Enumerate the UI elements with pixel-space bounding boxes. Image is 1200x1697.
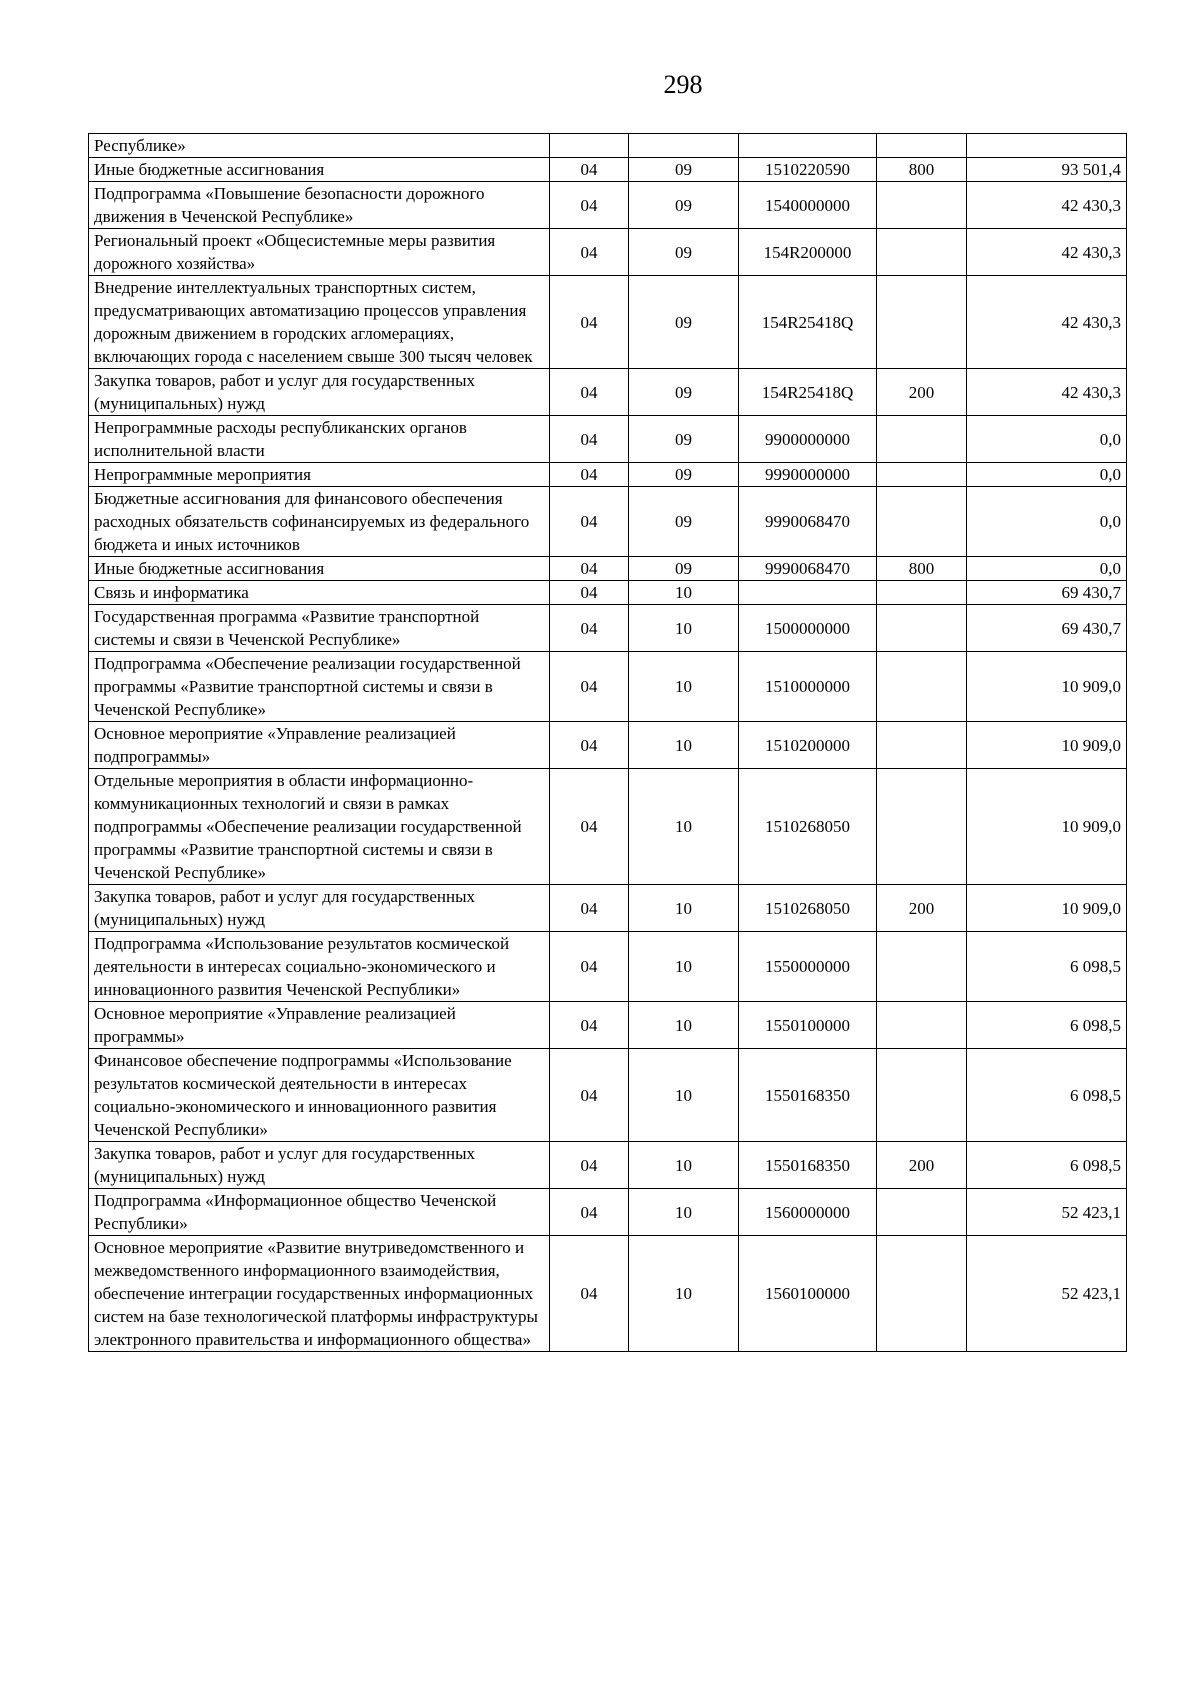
table-row	[89, 652, 1127, 722]
table-row	[89, 1002, 1127, 1049]
row-section-cell: 04	[550, 581, 629, 605]
row-name-cell: Основное мероприятие «Управление реализацией подпрограммы»	[89, 722, 550, 769]
row-type-cell	[877, 182, 967, 229]
row-subsection-cell: 10	[629, 1142, 739, 1189]
row-type-cell	[877, 581, 967, 605]
row-name-cell: Иные бюджетные ассигнования	[89, 158, 550, 182]
table-row	[89, 605, 1127, 652]
row-name-cell: Подпрограмма «Информационное общество Чеченской Республики»	[89, 1189, 550, 1236]
table-row	[89, 932, 1127, 1002]
row-name-cell: Закупка товаров, работ и услуг для государственных (муниципальных) нужд	[89, 885, 550, 932]
row-amount-cell: 52 423,1	[967, 1236, 1127, 1352]
row-type-cell: 200	[877, 1142, 967, 1189]
row-target-cell: 1500000000	[739, 605, 877, 652]
row-target-cell: 1550168350	[739, 1142, 877, 1189]
row-section-cell: 04	[550, 557, 629, 581]
row-section-cell: 04	[550, 182, 629, 229]
row-target-cell: 1510200000	[739, 722, 877, 769]
row-section-cell	[550, 134, 629, 158]
row-section-cell: 04	[550, 229, 629, 276]
row-section-cell: 04	[550, 487, 629, 557]
row-name-cell: Внедрение интеллектуальных транспортных систем, предусматривающих автоматизацию процессов управления дорожным движением в городских агломерациях, включающих города с населением свыше 300 тысяч человек	[89, 276, 550, 369]
row-type-cell	[877, 1189, 967, 1236]
row-name-cell: Бюджетные ассигнования для финансового обеспечения расходных обязательств софинансируемых из федерального бюджета и иных источников	[89, 487, 550, 557]
row-name-cell: Республике»	[89, 134, 550, 158]
row-section-cell: 04	[550, 1049, 629, 1142]
row-type-cell	[877, 1002, 967, 1049]
row-amount-cell: 42 430,3	[967, 369, 1127, 416]
row-type-cell	[877, 134, 967, 158]
row-subsection-cell: 09	[629, 416, 739, 463]
table-row	[89, 369, 1127, 416]
table-row	[89, 557, 1127, 581]
row-amount-cell: 6 098,5	[967, 932, 1127, 1002]
row-subsection-cell: 09	[629, 487, 739, 557]
row-amount-cell: 0,0	[967, 463, 1127, 487]
table-row	[89, 722, 1127, 769]
row-amount-cell: 6 098,5	[967, 1002, 1127, 1049]
row-type-cell: 200	[877, 885, 967, 932]
table-row	[89, 769, 1127, 885]
row-name-cell: Основное мероприятие «Развитие внутриведомственного и межведомственного информационного взаимодействия, обеспечение интеграции государственных информационных систем на базе технологической платформы инфраструктуры электронного правительства и информационного общества»	[89, 1236, 550, 1352]
row-target-cell: 1510268050	[739, 769, 877, 885]
table-row	[89, 1049, 1127, 1142]
row-name-cell: Подпрограмма «Обеспечение реализации государственной программы «Развитие транспортной системы и связи в Чеченской Республике»	[89, 652, 550, 722]
row-type-cell: 800	[877, 557, 967, 581]
row-target-cell: 9990068470	[739, 557, 877, 581]
row-section-cell: 04	[550, 885, 629, 932]
row-subsection-cell: 10	[629, 652, 739, 722]
row-subsection-cell: 10	[629, 722, 739, 769]
row-type-cell	[877, 932, 967, 1002]
row-amount-cell: 10 909,0	[967, 652, 1127, 722]
row-subsection-cell: 10	[629, 885, 739, 932]
row-target-cell: 9990000000	[739, 463, 877, 487]
row-subsection-cell: 10	[629, 1189, 739, 1236]
table-row	[89, 158, 1127, 182]
row-section-cell: 04	[550, 722, 629, 769]
table-row	[89, 1236, 1127, 1352]
row-type-cell	[877, 769, 967, 885]
table-row	[89, 487, 1127, 557]
row-section-cell: 04	[550, 769, 629, 885]
row-subsection-cell: 10	[629, 769, 739, 885]
row-amount-cell: 42 430,3	[967, 276, 1127, 369]
row-amount-cell: 0,0	[967, 487, 1127, 557]
row-type-cell	[877, 276, 967, 369]
row-type-cell	[877, 463, 967, 487]
table-row	[89, 134, 1127, 158]
row-type-cell	[877, 652, 967, 722]
row-amount-cell: 10 909,0	[967, 885, 1127, 932]
row-subsection-cell: 10	[629, 932, 739, 1002]
row-section-cell: 04	[550, 1002, 629, 1049]
table-row	[89, 581, 1127, 605]
row-target-cell: 1510268050	[739, 885, 877, 932]
row-amount-cell: 6 098,5	[967, 1049, 1127, 1142]
row-type-cell	[877, 1049, 967, 1142]
row-amount-cell: 69 430,7	[967, 581, 1127, 605]
row-amount-cell: 10 909,0	[967, 722, 1127, 769]
row-section-cell: 04	[550, 463, 629, 487]
row-subsection-cell: 09	[629, 276, 739, 369]
row-name-cell: Непрограммные расходы республиканских органов исполнительной власти	[89, 416, 550, 463]
row-amount-cell: 0,0	[967, 416, 1127, 463]
row-amount-cell: 69 430,7	[967, 605, 1127, 652]
row-subsection-cell: 09	[629, 158, 739, 182]
row-type-cell	[877, 722, 967, 769]
row-amount-cell: 6 098,5	[967, 1142, 1127, 1189]
table-row	[89, 885, 1127, 932]
row-target-cell: 1510000000	[739, 652, 877, 722]
row-name-cell: Региональный проект «Общесистемные меры развития дорожного хозяйства»	[89, 229, 550, 276]
budget-table-body	[89, 134, 1127, 1352]
table-row	[89, 182, 1127, 229]
row-subsection-cell: 09	[629, 229, 739, 276]
row-name-cell: Финансовое обеспечение подпрограммы «Использование результатов космической деятельности в интересах социально-экономического и инновационного развития Чеченской Республики»	[89, 1049, 550, 1142]
row-target-cell	[739, 581, 877, 605]
row-name-cell: Подпрограмма «Повышение безопасности дорожного движения в Чеченской Республике»	[89, 182, 550, 229]
row-subsection-cell: 09	[629, 463, 739, 487]
row-target-cell: 1550168350	[739, 1049, 877, 1142]
row-section-cell: 04	[550, 932, 629, 1002]
row-type-cell	[877, 229, 967, 276]
table-row	[89, 229, 1127, 276]
row-type-cell	[877, 1236, 967, 1352]
row-section-cell: 04	[550, 369, 629, 416]
row-subsection-cell: 09	[629, 369, 739, 416]
row-amount-cell: 42 430,3	[967, 182, 1127, 229]
row-target-cell: 9990068470	[739, 487, 877, 557]
row-amount-cell: 10 909,0	[967, 769, 1127, 885]
row-target-cell: 9900000000	[739, 416, 877, 463]
table-row	[89, 276, 1127, 369]
row-subsection-cell	[629, 134, 739, 158]
row-section-cell: 04	[550, 276, 629, 369]
row-section-cell: 04	[550, 652, 629, 722]
row-name-cell: Иные бюджетные ассигнования	[89, 557, 550, 581]
row-section-cell: 04	[550, 1142, 629, 1189]
row-section-cell: 04	[550, 605, 629, 652]
row-name-cell: Закупка товаров, работ и услуг для государственных (муниципальных) нужд	[89, 369, 550, 416]
row-type-cell	[877, 605, 967, 652]
row-type-cell	[877, 487, 967, 557]
row-subsection-cell: 10	[629, 605, 739, 652]
table-row	[89, 463, 1127, 487]
page-number: 298	[663, 70, 703, 99]
row-target-cell: 154R25418Q	[739, 369, 877, 416]
row-subsection-cell: 09	[629, 557, 739, 581]
row-type-cell: 800	[877, 158, 967, 182]
row-target-cell: 1540000000	[739, 182, 877, 229]
row-name-cell: Подпрограмма «Использование результатов космической деятельности в интересах социально-экономического и инновационного развития Чеченской Республики»	[89, 932, 550, 1002]
row-subsection-cell: 10	[629, 1049, 739, 1142]
row-target-cell	[739, 134, 877, 158]
row-amount-cell: 42 430,3	[967, 229, 1127, 276]
row-name-cell: Закупка товаров, работ и услуг для государственных (муниципальных) нужд	[89, 1142, 550, 1189]
row-section-cell: 04	[550, 1236, 629, 1352]
row-amount-cell: 52 423,1	[967, 1189, 1127, 1236]
row-target-cell: 154R200000	[739, 229, 877, 276]
row-name-cell: Государственная программа «Развитие транспортной системы и связи в Чеченской Республике»	[89, 605, 550, 652]
row-name-cell: Связь и информатика	[89, 581, 550, 605]
row-subsection-cell: 10	[629, 581, 739, 605]
row-subsection-cell: 10	[629, 1236, 739, 1352]
row-target-cell: 1550100000	[739, 1002, 877, 1049]
row-section-cell: 04	[550, 158, 629, 182]
row-name-cell: Основное мероприятие «Управление реализацией программы»	[89, 1002, 550, 1049]
row-subsection-cell: 10	[629, 1002, 739, 1049]
row-target-cell: 1510220590	[739, 158, 877, 182]
row-target-cell: 1550000000	[739, 932, 877, 1002]
row-name-cell: Непрограммные мероприятия	[89, 463, 550, 487]
row-subsection-cell: 09	[629, 182, 739, 229]
row-section-cell: 04	[550, 1189, 629, 1236]
table-row	[89, 1142, 1127, 1189]
row-section-cell: 04	[550, 416, 629, 463]
row-amount-cell	[967, 134, 1127, 158]
row-name-cell: Отдельные мероприятия в области информационно-коммуникационных технологий и связи в рамках подпрограммы «Обеспечение реализации государственной программы «Развитие транспортной системы и связи в Чеченской Республике»	[89, 769, 550, 885]
row-type-cell	[877, 416, 967, 463]
row-target-cell: 1560100000	[739, 1236, 877, 1352]
row-amount-cell: 0,0	[967, 557, 1127, 581]
row-type-cell: 200	[877, 369, 967, 416]
row-target-cell: 154R25418Q	[739, 276, 877, 369]
table-row	[89, 416, 1127, 463]
table-row	[89, 1189, 1127, 1236]
budget-table	[88, 133, 1127, 1352]
row-amount-cell: 93 501,4	[967, 158, 1127, 182]
row-target-cell: 1560000000	[739, 1189, 877, 1236]
